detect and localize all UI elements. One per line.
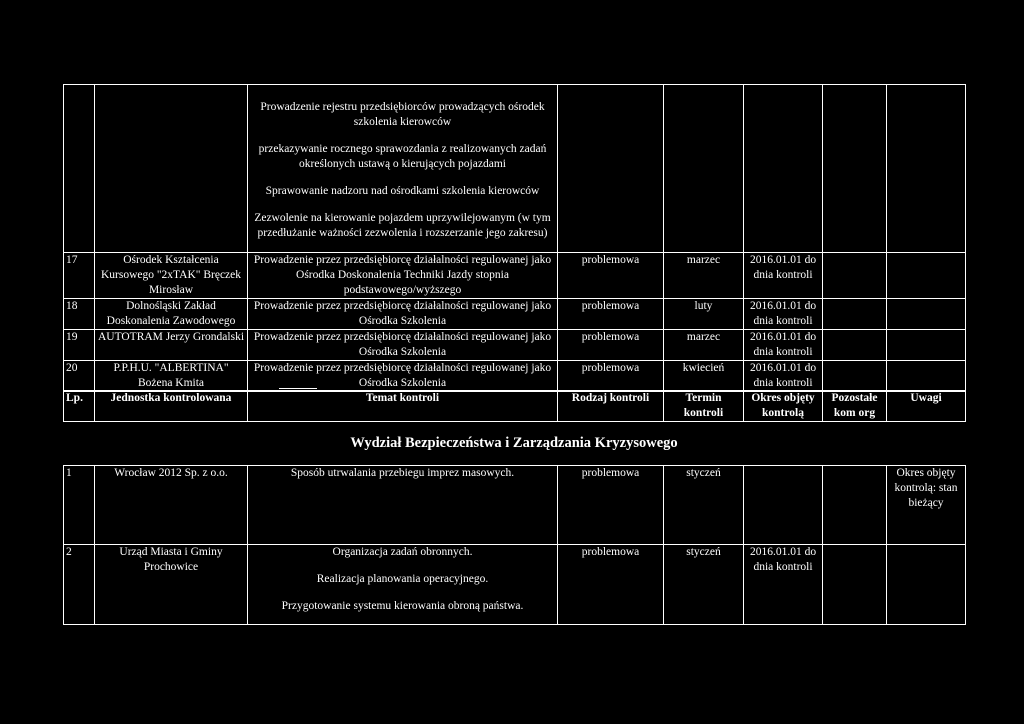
type-cell: problemowa — [558, 253, 664, 299]
topic-text: Realizacja planowania operacyjnego. — [316, 573, 489, 585]
topic-cell — [248, 85, 558, 253]
topic-cell — [248, 466, 558, 545]
lp-cell: 2 — [64, 545, 95, 625]
lp-cell: 20 — [64, 361, 95, 392]
table-row — [64, 253, 966, 299]
lp-cell: 19 — [64, 330, 95, 361]
topic-cell: Prowadzenie przez przedsiębiorcę działalności regulowanej jako Ośrodka Szkolenia — [248, 299, 558, 330]
inspection-table — [63, 465, 966, 625]
term-cell: styczeń — [664, 466, 744, 545]
lp-cell: 18 — [64, 299, 95, 330]
divider — [279, 388, 317, 389]
period-cell: 2016.01.01 do dnia kontroli — [744, 330, 823, 361]
header-other: Pozostałe kom org — [823, 391, 887, 422]
lp-cell — [64, 85, 95, 253]
unit-cell: Dolnośląski Zakład Doskonalenia Zawodowego — [95, 299, 248, 330]
topic-cell: Prowadzenie przez przedsiębiorcę działalności regulowanej jako Ośrodka Szkolenia — [248, 330, 558, 361]
notes-cell — [887, 545, 966, 625]
type-cell: problemowa — [558, 466, 664, 545]
other-cell — [823, 253, 887, 299]
notes-cell — [887, 253, 966, 299]
term-cell: luty — [664, 299, 744, 330]
notes-cell — [887, 85, 966, 253]
column-header-table — [63, 390, 966, 422]
other-cell — [823, 466, 887, 545]
header-unit: Jednostka kontrolowana — [95, 391, 248, 422]
topic-cell: Prowadzenie przez przedsiębiorcę działalności regulowanej jako Ośrodka Szkolenia — [248, 361, 558, 392]
notes-cell — [887, 361, 966, 392]
lp-cell: 17 — [64, 253, 95, 299]
table-row — [64, 299, 966, 330]
topic-cell — [248, 545, 558, 625]
unit-cell: Urząd Miasta i Gminy Prochowice — [95, 545, 248, 625]
other-cell — [823, 545, 887, 625]
topic-text: Organizacja zadań obronnych. — [332, 546, 473, 558]
period-cell: 2016.01.01 do dnia kontroli — [744, 299, 823, 330]
header-period: Okres objęty kontrolą — [744, 391, 823, 422]
type-cell: problemowa — [558, 299, 664, 330]
type-cell: problemowa — [558, 330, 664, 361]
header-lp: Lp. — [64, 391, 95, 422]
topic-text: Sposób utrwalania przebiegu imprez masowych. — [290, 467, 515, 479]
notes-cell — [887, 330, 966, 361]
other-cell — [823, 299, 887, 330]
topic-text: Prowadzenie rejestru przedsiębiorców prowadzących ośrodek szkolenia kierowców — [260, 101, 545, 128]
term-cell: kwiecień — [664, 361, 744, 392]
unit-cell — [95, 85, 248, 253]
section-title: Wydział Bezpieczeństwa i Zarządzania Kryzysowego — [350, 435, 678, 451]
topic-text: Sprawowanie nadzoru nad ośrodkami szkolenia kierowców — [265, 185, 540, 197]
table-row — [64, 361, 966, 392]
unit-cell: AUTOTRAM Jerzy Grondalski — [95, 330, 248, 361]
type-cell: problemowa — [558, 545, 664, 625]
header-type: Rodzaj kontroli — [558, 391, 664, 422]
unit-cell: Wrocław 2012 Sp. z o.o. — [95, 466, 248, 545]
lp-cell: 1 — [64, 466, 95, 545]
other-cell — [823, 330, 887, 361]
table-row — [64, 330, 966, 361]
type-cell: problemowa — [558, 361, 664, 392]
period-cell — [744, 466, 823, 545]
topic-text: Przygotowanie systemu kierowania obroną państwa. — [281, 600, 524, 612]
term-cell — [664, 85, 744, 253]
period-cell: 2016.01.01 do dnia kontroli — [744, 361, 823, 392]
header-term: Termin kontroli — [664, 391, 744, 422]
topic-text: przekazywanie rocznego sprawozdania z realizowanych zadań określonych ustawą o kierujących pojazdami — [258, 143, 547, 170]
unit-cell: P.P.H.U. "ALBERTINA" Bożena Kmita — [95, 361, 248, 392]
term-cell: styczeń — [664, 545, 744, 625]
other-cell — [823, 85, 887, 253]
table-row — [64, 85, 966, 253]
period-cell — [744, 85, 823, 253]
type-cell — [558, 85, 664, 253]
header-row — [64, 391, 966, 422]
table-row — [64, 466, 966, 545]
topic-text: Zezwolenie na kierowanie pojazdem uprzywilejowanym (w tym przedłużanie ważności zezwolenia i rozszerzanie jego zakresu) — [254, 212, 551, 239]
other-cell — [823, 361, 887, 392]
term-cell: marzec — [664, 253, 744, 299]
inspection-table-continued — [63, 84, 966, 392]
unit-cell: Ośrodek Kształcenia Kursowego "2xTAK" Bręczek Mirosław — [95, 253, 248, 299]
header-topic: Temat kontroli — [248, 391, 558, 422]
table-row — [64, 545, 966, 625]
notes-cell: Okres objęty kontrolą: stan bieżący — [887, 466, 966, 545]
notes-cell — [887, 299, 966, 330]
term-cell: marzec — [664, 330, 744, 361]
period-cell: 2016.01.01 do dnia kontroli — [744, 253, 823, 299]
header-notes: Uwagi — [887, 391, 966, 422]
topic-cell: Prowadzenie przez przedsiębiorcę działalności regulowanej jako Ośrodka Doskonalenia Techniki Jazdy stopnia podstawowego/wyższego — [248, 253, 558, 299]
period-cell: 2016.01.01 do dnia kontroli — [744, 545, 823, 625]
